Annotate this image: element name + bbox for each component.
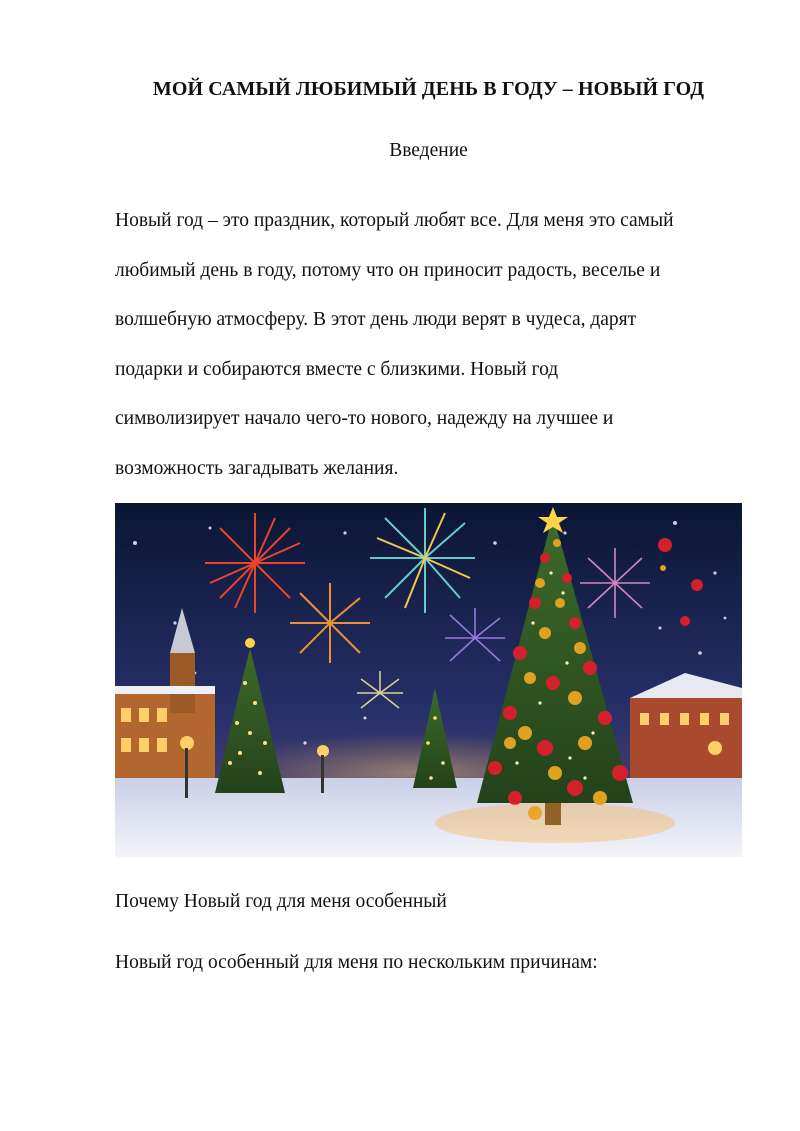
document-title: МОЙ САМЫЙ ЛЮБИМЫЙ ДЕНЬ В ГОДУ – НОВЫЙ ГОД xyxy=(152,78,705,100)
intro-line: любимый день в году, потому что он приносит радость, веселье и xyxy=(115,259,661,281)
intro-heading: Введение xyxy=(389,140,468,161)
intro-line: символизирует начало чего-то нового, надежду на лучшее и xyxy=(115,408,614,429)
intro-paragraph xyxy=(115,196,755,493)
firework-red xyxy=(205,513,305,613)
ground-light xyxy=(435,803,675,843)
section-text: Новый год особенный для меня по нескольким причинам: xyxy=(115,952,598,973)
intro-line: Новый год – это праздник, который любят все. Для меня это самый xyxy=(115,210,674,231)
intro-line: возможность загадывать желания. xyxy=(115,457,399,479)
intro-line: подарки и собираются вместе с близкими. Новый год xyxy=(115,358,559,380)
new-year-illustration xyxy=(115,503,742,857)
intro-line: волшебную атмосферу. В этот день люди верят в чудеса, дарят xyxy=(115,309,637,330)
illustration-svg xyxy=(115,503,742,857)
section-heading: Почему Новый год для меня особенный xyxy=(115,891,447,912)
